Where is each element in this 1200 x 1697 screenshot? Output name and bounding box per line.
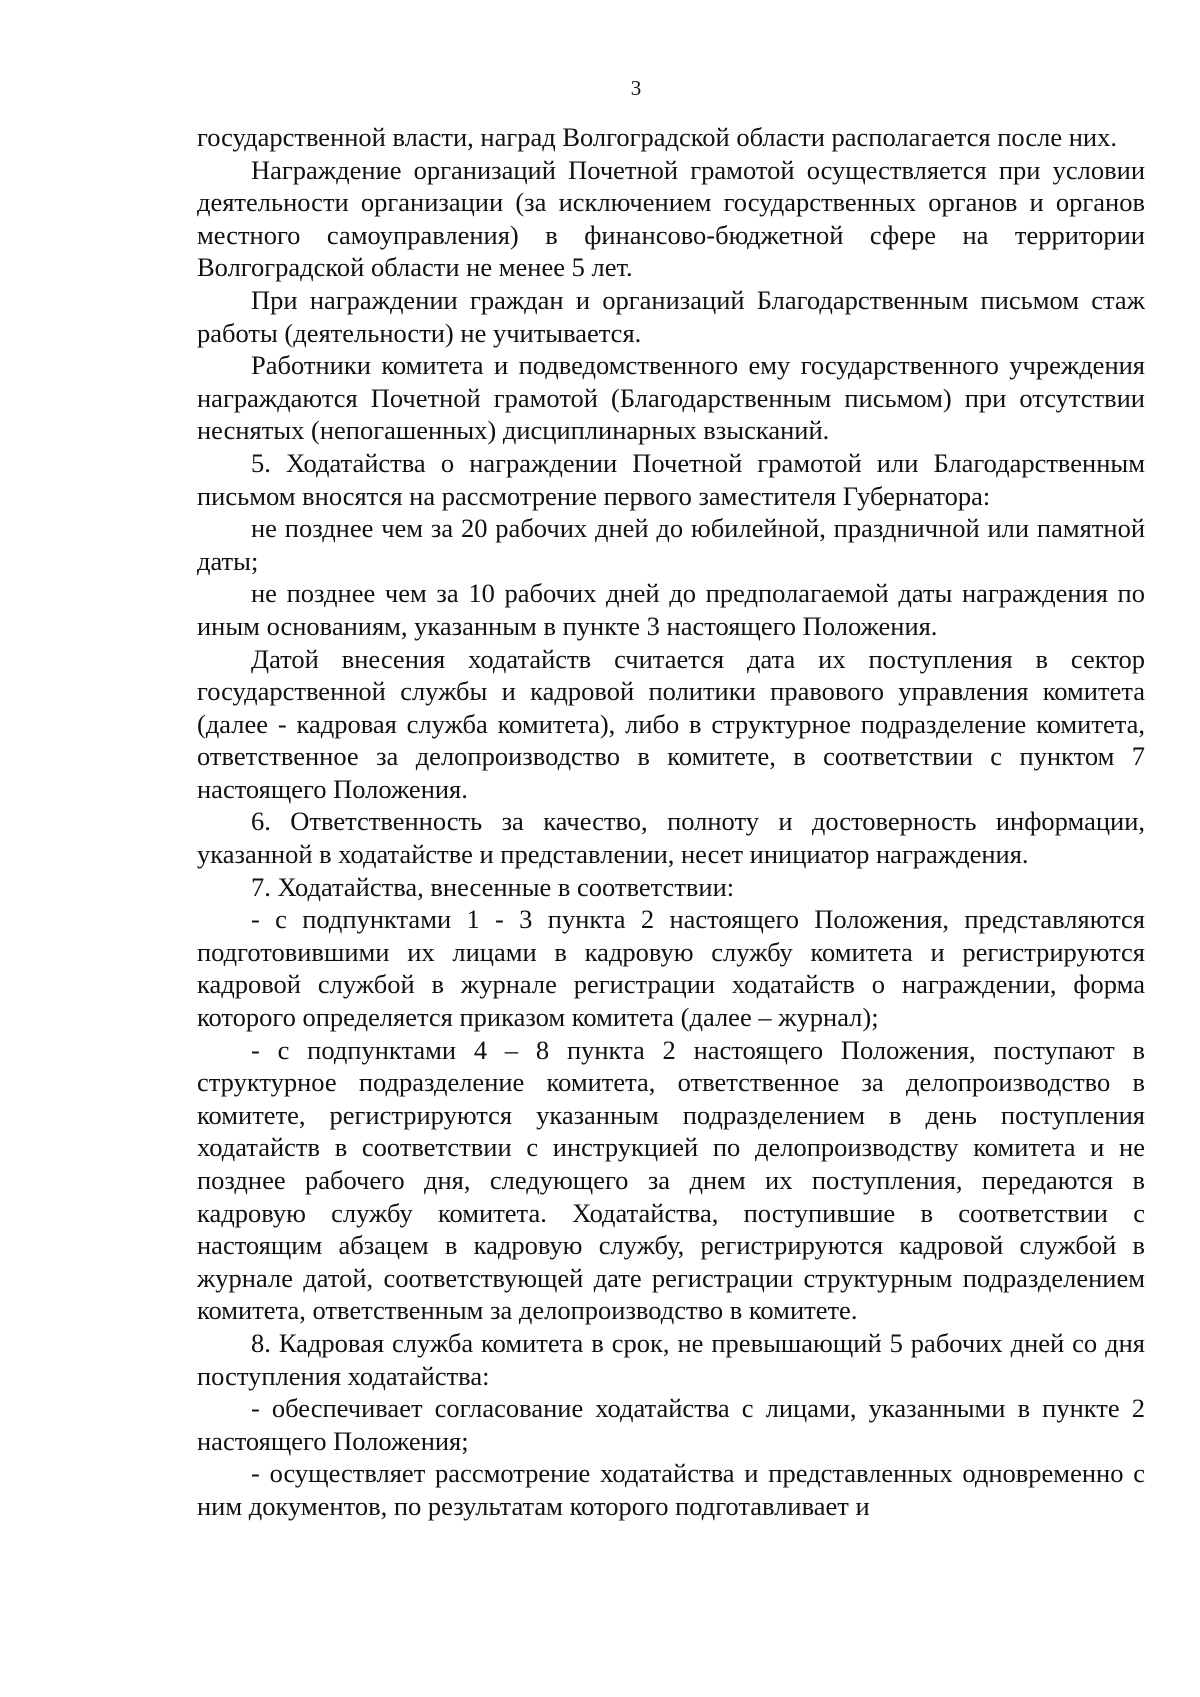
document-body: [197, 121, 1145, 1523]
paragraph-deadline-20-days: не позднее чем за 20 рабочих дней до юбилейной, праздничной или памятной даты;: [197, 513, 1145, 576]
page-number: 3: [630, 76, 642, 100]
paragraph-item-8: 8. Кадровая служба комитета в срок, не превышающий 5 рабочих дней со дня поступления ходатайства:: [197, 1327, 1145, 1391]
paragraph-continuation: государственной власти, наград Волгоградской области располагается после них.: [197, 122, 1117, 152]
paragraph-submission-date: Датой внесения ходатайств считается дата их поступления в сектор государственной службы и кадровой политики правового управления комитета (далее - кадровая служба комитета), либо в структурное подразделение комитета, ответственное за делопроизводство в комитете, в соответствии с пунктом 7 настоящего Положения.: [197, 643, 1145, 804]
paragraph-deadline-10-days: не позднее чем за 10 рабочих дней до предполагаемой даты награждения по иным основаниям, указанным в пункте 3 настоящего Положения.: [197, 578, 1145, 641]
paragraph-committee-employees: Работники комитета и подведомственного ему государственного учреждения награждаются Почетной грамотой (Благодарственным письмом) при отсутствии неснятых (непогашенных) дисциплинарных взысканий.: [197, 350, 1145, 446]
paragraph-item-7: 7. Ходатайства, внесенные в соответствии:: [251, 871, 735, 902]
paragraph-thanks-letter: При награждении граждан и организаций Благодарственным письмом стаж работы (деятельности) не учитывается.: [197, 284, 1145, 348]
paragraph-subitems-4-8: - с подпунктами 4 – 8 пункта 2 настоящего Положения, поступают в структурное подразделение комитета, ответственное за делопроизводство в комитете, регистрируются указанным подразделением в день поступления ходатайств в соответствии с инструкцией по делопроизводству комитета и не позднее рабочего дня, следующего за днем их поступления, передаются в кадровую службу комитета. Ходатайства, поступившие в соответствии с настоящим абзацем в кадровую службу, регистрируются кадровой службой в журнале датой, соответствующей дате регистрации структурным подразделением комитета, ответственным за делопроизводство в комитете.: [197, 1034, 1145, 1326]
paragraph-approval: - обеспечивает согласование ходатайства с лицами, указанными в пункте 2 настоящего Положения;: [197, 1393, 1145, 1456]
paragraph-organizations-award: Награждение организаций Почетной грамотой осуществляется при условии деятельности организации (за исключением государственных органов и органов местного самоуправления) в финансово-бюджетной сфере на территории Волгоградской области не менее 5 лет.: [197, 154, 1145, 283]
paragraph-review: - осуществляет рассмотрение ходатайства и представленных одновременно с ним документов, по результатам которого подготавливает и: [197, 1458, 1145, 1521]
paragraph-item-5: 5. Ходатайства о награждении Почетной грамотой или Благодарственным письмом вносятся на рассмотрение первого заместителя Губернатора:: [197, 447, 1145, 511]
paragraph-subitems-1-3: - с подпунктами 1 - 3 пункта 2 настоящего Положения, представляются подготовившими их лицами в кадровую службу комитета и регистрируются кадровой службой в журнале регистрации ходатайств о награждении, форма которого определяется приказом комитета (далее – журнал);: [197, 904, 1145, 1033]
paragraph-item-6: 6. Ответственность за качество, полноту и достоверность информации, указанной в ходатайстве и представлении, несет инициатор награждения.: [197, 806, 1145, 870]
